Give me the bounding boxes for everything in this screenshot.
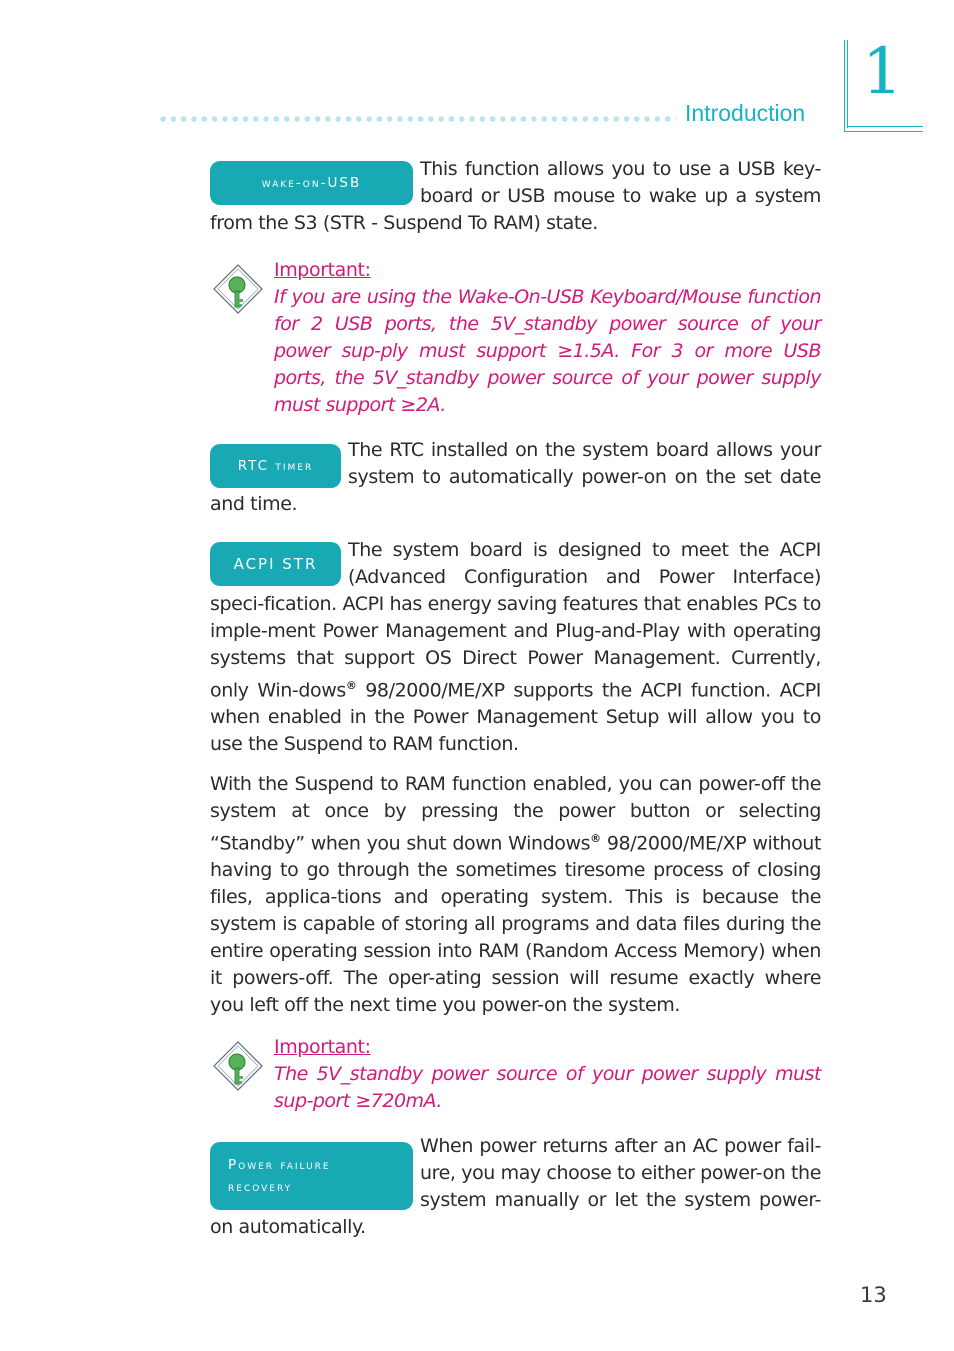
key-icon bbox=[210, 261, 266, 317]
important-note bbox=[210, 257, 821, 419]
section-rtc-timer bbox=[210, 437, 821, 518]
important-text: The 5V_standby power source of your power supply must sup-port ≥720mA. bbox=[274, 1063, 821, 1112]
chapter-number: 1 bbox=[862, 35, 903, 109]
corner-line bbox=[844, 40, 845, 132]
section-acpi-str bbox=[210, 537, 821, 758]
chapter-title: Introduction bbox=[685, 100, 806, 126]
important-text: If you are using the Wake-On-USB Keyboard/Mouse function for 2 USB ports, the 5V_standby power source of your power sup-ply must support ≥1.5A. For 3 or more USB ports, the 5V_standby power source of your power supply must support ≥2A. bbox=[274, 286, 821, 416]
section-power-failure-recovery bbox=[210, 1133, 821, 1241]
header-dotted-rule bbox=[158, 114, 676, 124]
section-text: This function allows you to use a USB key-board or USB mouse to wake up a system from the S3 (STR - Suspend To RAM) state. bbox=[210, 158, 821, 234]
section-badge: wake-on-USB bbox=[210, 161, 413, 205]
key-icon bbox=[210, 1038, 266, 1094]
section-text: The system board is designed to meet the ACPI (Advanced Configuration and Power Interface) speci-fication. ACPI has energy saving features that enables PCs to imple-ment Power Management and Plug-and-Play with operating systems that support OS Direct Power Management. Currently, only Win-dows® 98/2000/ME/XP supports the ACPI function. ACPI when enabled in the Power Management Setup will allow you to use the Suspend to RAM function. bbox=[210, 539, 821, 756]
corner-line bbox=[847, 126, 923, 127]
page-number: 13 bbox=[860, 1283, 887, 1307]
corner-line bbox=[844, 131, 923, 132]
section-suspend-paragraph bbox=[210, 771, 821, 1019]
section-wake-on-usb bbox=[210, 156, 821, 237]
corner-line bbox=[847, 40, 848, 128]
registered-mark: ® bbox=[345, 679, 357, 692]
section-badge: RTC timer bbox=[210, 444, 341, 488]
section-text: With the Suspend to RAM function enabled, you can power-off the system at once by pressing the power button or selecting “Standby” when you shut down Windows® 98/2000/ME/XP without having to go through the sometimes tiresome process of closing files, applica-tions and operating system. This is because the system is capable of storing all programs and data files during the entire operating session into RAM (Random Access Memory) when it powers-off. The oper-ating session will resume exactly where you left off the next time you power-on the system. bbox=[210, 773, 821, 1017]
important-heading: Important: bbox=[274, 259, 371, 281]
registered-mark: ® bbox=[590, 832, 601, 845]
important-note bbox=[210, 1034, 821, 1115]
section-badge: ACPI STR bbox=[210, 542, 341, 586]
section-badge: Power failure recovery bbox=[210, 1142, 413, 1210]
section-text: The RTC installed on the system board allows your system to automatically power-on on the set date and time. bbox=[210, 439, 821, 515]
important-heading: Important: bbox=[274, 1036, 371, 1058]
section-text: When power returns after an AC power fail-ure, you may choose to either power-on the system manually or let the system power-on automatically. bbox=[210, 1135, 821, 1238]
